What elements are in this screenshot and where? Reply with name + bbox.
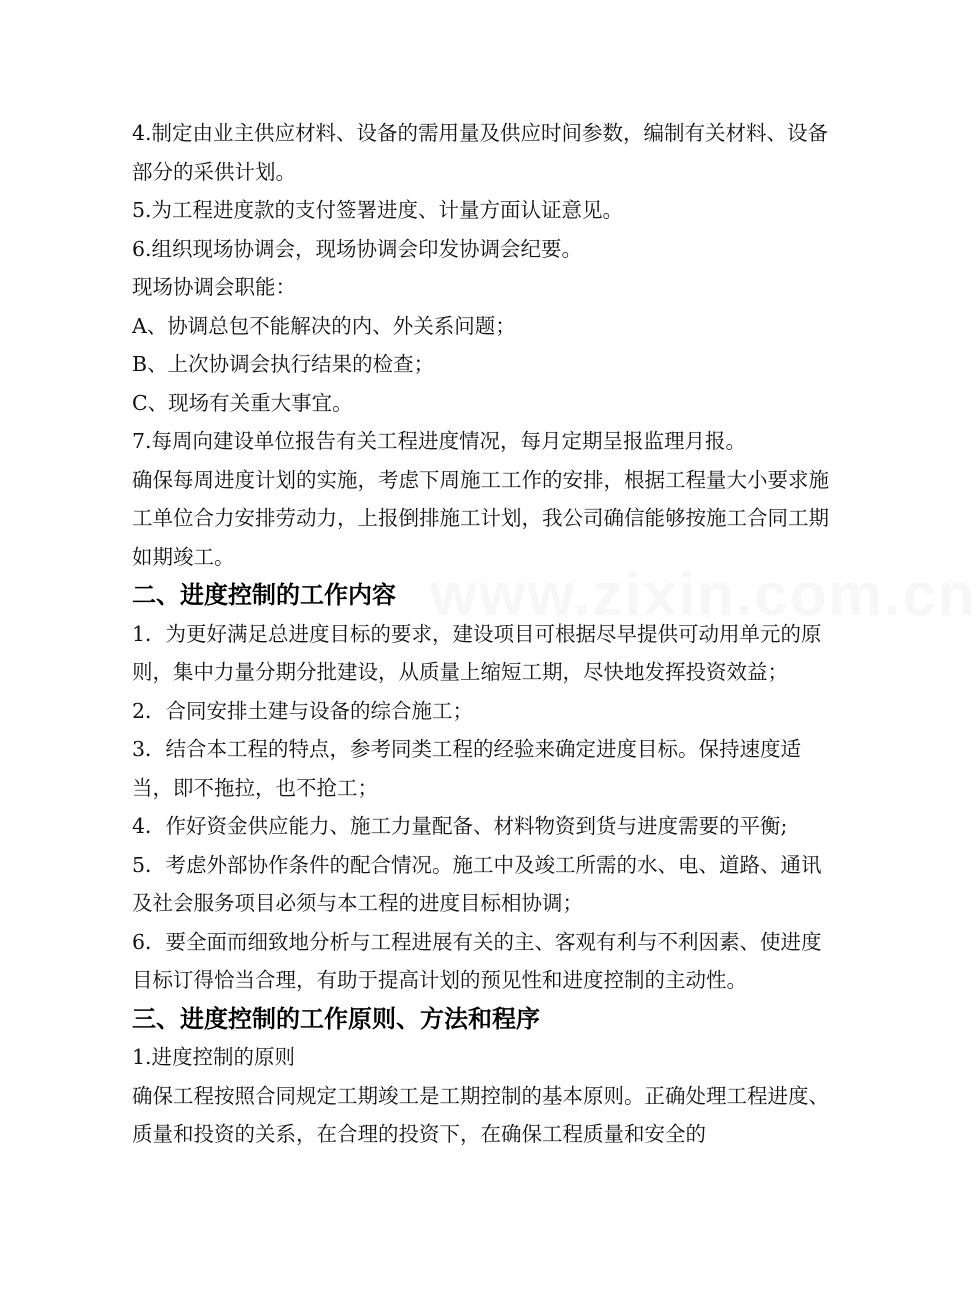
paragraph-item-4: 4.制定由业主供应材料、设备的需用量及供应时间参数，编制有关材料、设备部分的采供计划。: [132, 121, 829, 184]
paragraph-function-c: C、现场有关重大事宜。: [132, 390, 353, 415]
section-heading-2: 二、进度控制的工作内容: [132, 581, 396, 609]
paragraph-principle-title: 1.进度控制的原则: [132, 1045, 296, 1069]
paragraph-principle-text: 确保工程按照合同规定工期竣工是工期控制的基本原则。正确处理工程进度、质量和投资的关系，在合理的投资下，在确保工程质量和安全的: [132, 1083, 829, 1146]
section-heading-3: 三、进度控制的工作原则、方法和程序: [132, 1004, 540, 1033]
paragraph-function-b: B、上次协调会执行结果的检查；: [132, 352, 435, 376]
paragraph-item-7: 7.每周向建设单位报告有关工程进度情况，每月定期呈报监理月报。: [132, 429, 747, 453]
paragraph-item-6: 6.组织现场协调会，现场协调会印发协调会纪要。: [132, 236, 583, 261]
paragraph-item-5: 5.为工程进度款的支付签署进度、计量方面认证意见。: [132, 198, 624, 222]
paragraph-content-1: 1．为更好满足总进度目标的要求，建设项目可根据尽早提供可动用单元的原则，集中力量分期分批建设，从质量上缩短工期，尽快地发挥投资效益；: [132, 621, 822, 684]
paragraph-content-6: 6．要全面而细致地分析与工程进展有关的主、客观有利与不利因素、使进度目标订得恰当合理，有助于提高计划的预见性和进度控制的主动性。: [132, 929, 822, 992]
paragraph-meeting-functions: 现场协调会职能：: [132, 275, 296, 299]
paragraph-content-4: 4．作好资金供应能力、施工力量配备、材料物资到货与进度需要的平衡;: [132, 814, 788, 838]
paragraph-content-3: 3．结合本工程的特点，参考同类工程的经验来确定进度目标。保持速度适当，即不拖拉，也不抢工；: [132, 737, 802, 800]
paragraph-content-2: 2．合同安排土建与设备的综合施工；: [132, 698, 474, 723]
watermark: www.zixin.com.cn: [430, 561, 977, 628]
paragraph-content-5: 5．考虑外部协作条件的配合情况。施工中及竣工所需的水、电、道路、通讯及社会服务项目必须与本工程的进度目标相协调；: [132, 852, 822, 915]
document-body: [132, 114, 832, 1154]
paragraph-weekly-plan: 确保每周进度计划的实施，考虑下周施工工作的安排，根据工程量大小要求施工单位合力安排劳动力，上报倒排施工计划，我公司确信能够按施工合同工期如期竣工。: [132, 467, 829, 569]
paragraph-function-a: A、协调总包不能解决的内、外关系问题；: [132, 313, 516, 338]
